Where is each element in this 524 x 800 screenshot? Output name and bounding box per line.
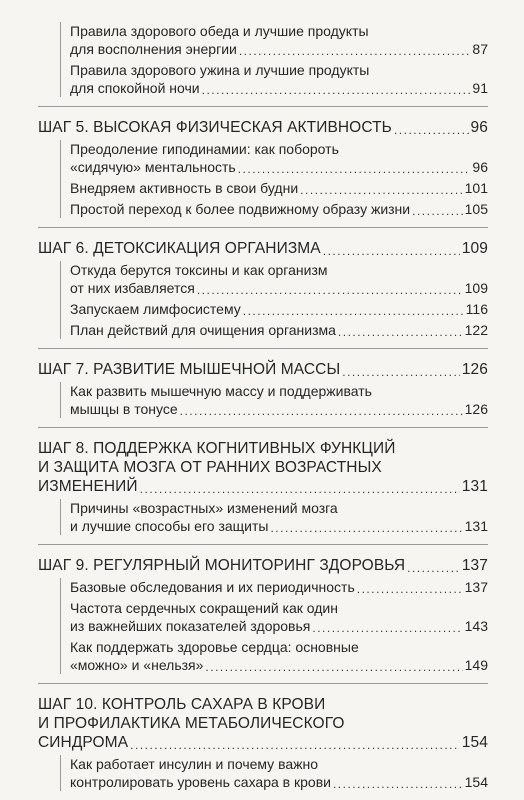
toc-entry[interactable] — [70, 300, 488, 318]
toc-entry[interactable] — [70, 321, 488, 339]
dot-leader — [243, 304, 464, 318]
chapter-title: СИНДРОМА — [38, 734, 129, 751]
toc-entry-line: Как поддержать здоровье сердца: основные — [70, 639, 359, 655]
dot-leader — [342, 365, 460, 379]
page-number: 101 — [464, 180, 488, 196]
toc-section — [38, 695, 488, 791]
dot-leader — [338, 325, 463, 339]
chapter-heading[interactable] — [38, 695, 488, 752]
chapter-title: ШАГ 5. ВЫСОКАЯ ФИЗИЧЕСКАЯ АКТИВНОСТЬ — [38, 119, 392, 136]
toc-entry-line: Правила здорового ужина и лучшие продукты — [70, 62, 370, 78]
chapter-title: ШАГ 6. ДЕТОКСИКАЦИЯ ОРГАНИЗМА — [38, 240, 321, 257]
toc-entry-line: Частота сердечных сокращений как один — [70, 600, 338, 616]
page-number: 126 — [464, 401, 488, 417]
toc-entry[interactable] — [70, 382, 488, 418]
toc-entry-line: Причины «возрастных» изменений мозга — [70, 500, 338, 516]
page-number: 91 — [472, 80, 488, 96]
toc-entries — [60, 140, 488, 218]
chapter-title-line: И ЗАЩИТА МОЗГА ОТ РАННИХ ВОЗРАСТНЫХ — [38, 459, 382, 476]
page-number: 137 — [464, 579, 488, 595]
section-divider — [38, 348, 488, 349]
page-number: 96 — [470, 119, 488, 136]
page-number: 143 — [464, 618, 488, 634]
page-number: 116 — [465, 301, 488, 317]
dot-leader — [197, 283, 463, 297]
toc-entry-title: мышцы в тонусе — [70, 401, 178, 417]
toc-section — [38, 439, 488, 535]
page-number: 154 — [464, 774, 488, 790]
toc-entry-title: «сидячую» ментальность — [70, 159, 236, 175]
toc-entry[interactable] — [70, 599, 488, 635]
toc-entry-title: из важнейших показателей здоровья — [70, 618, 311, 634]
dot-leader — [407, 561, 460, 575]
dot-leader — [312, 621, 462, 635]
chapter-heading[interactable] — [38, 439, 488, 496]
toc-entry-title: контролировать уровень сахара в крови — [70, 774, 331, 790]
toc-entry-title: План действий для очищения организма — [70, 322, 336, 338]
toc-section — [38, 556, 488, 674]
dot-leader — [205, 660, 462, 674]
page-number: 149 — [464, 657, 488, 673]
dot-leader — [300, 183, 462, 197]
toc-entry-line: Откуда берутся токсины и как организм — [70, 262, 328, 278]
toc-entry-title: Запускаем лимфосистему — [70, 301, 241, 317]
toc-entry-title: Простой переход к более подвижному образу жизни — [70, 201, 411, 217]
toc-entries — [60, 578, 488, 674]
toc-entries — [60, 499, 488, 535]
toc-entry-title: Внедряем активность в свои будни — [70, 180, 299, 196]
dot-leader — [239, 44, 471, 58]
chapter-title-line: ШАГ 10. КОНТРОЛЬ САХАРА В КРОВИ — [38, 696, 326, 713]
dot-leader — [130, 738, 460, 752]
page-number: 154 — [461, 734, 488, 751]
page-number: 122 — [464, 322, 488, 338]
dot-leader — [270, 521, 462, 535]
toc-entry-line: Как работает инсулин и почему важно — [70, 756, 319, 772]
toc-section — [38, 239, 488, 339]
dot-leader — [323, 244, 460, 258]
toc-entry-title: Базовые обследования и их периодичность — [70, 579, 355, 595]
page-number: 109 — [464, 280, 488, 296]
toc-entry[interactable] — [70, 578, 488, 596]
toc-entries — [60, 755, 488, 791]
toc-section — [38, 360, 488, 418]
chapter-title: ИЗМЕНЕНИЙ — [38, 478, 138, 495]
toc-entry-line: Правила здорового обеда и лучшие продукты — [70, 23, 369, 39]
chapter-heading[interactable] — [38, 360, 488, 379]
chapter-title: ШАГ 9. РЕГУЛЯРНЫЙ МОНИТОРИНГ ЗДОРОВЬЯ — [38, 557, 406, 574]
section-divider — [38, 427, 488, 428]
toc-entry-line: Преодоление гиподинамии: как побороть — [70, 141, 339, 157]
dot-leader — [412, 204, 463, 218]
chapter-title-line: ШАГ 8. ПОДДЕРЖКА КОГНИТИВНЫХ ФУНКЦИЙ — [38, 440, 396, 457]
dot-leader — [238, 162, 471, 176]
toc-entry[interactable] — [70, 200, 488, 218]
toc-entry[interactable] — [70, 638, 488, 674]
chapter-title-line: И ПРОФИЛАКТИКА МЕТАБОЛИЧЕСКОГО — [38, 715, 345, 732]
toc-entry[interactable] — [70, 755, 488, 791]
page-number: 131 — [464, 518, 488, 534]
section-divider — [38, 683, 488, 684]
page-number: 87 — [472, 41, 488, 57]
toc-entry[interactable] — [70, 22, 488, 58]
toc-entries — [60, 22, 488, 97]
dot-leader — [202, 83, 471, 97]
dot-leader — [140, 482, 460, 496]
page-number: 126 — [461, 361, 488, 378]
toc-entry-title: для спокойной ночи — [70, 80, 200, 96]
toc-entry-line: Как развить мышечную массу и поддерживать — [70, 383, 372, 399]
page-number: 131 — [461, 478, 488, 495]
toc-entry[interactable] — [70, 261, 488, 297]
toc-section — [38, 118, 488, 218]
toc-entry-title: для восполнения энергии — [70, 41, 237, 57]
dot-leader — [333, 777, 463, 791]
page-number: 96 — [472, 159, 488, 175]
chapter-heading[interactable] — [38, 118, 488, 137]
page-number: 137 — [461, 557, 488, 574]
chapter-heading[interactable] — [38, 556, 488, 575]
toc-entries — [60, 261, 488, 339]
toc-entry-title: и лучшие способы его защиты — [70, 518, 269, 534]
chapter-heading[interactable] — [38, 239, 488, 258]
toc-entry-title: от них избавляется — [70, 280, 195, 296]
dot-leader — [180, 404, 463, 418]
toc-section — [38, 22, 488, 97]
toc-entries — [60, 382, 488, 418]
section-divider — [38, 544, 488, 545]
dot-leader — [357, 582, 463, 596]
page-number: 105 — [464, 201, 488, 217]
toc-entry-title: «можно» и «нельзя» — [70, 657, 204, 673]
section-divider — [38, 106, 488, 107]
dot-leader — [394, 123, 469, 137]
toc-entry[interactable] — [70, 499, 488, 535]
toc-entry[interactable] — [70, 61, 488, 97]
chapter-title: ШАГ 7. РАЗВИТИЕ МЫШЕЧНОЙ МАССЫ — [38, 361, 341, 378]
section-divider — [38, 227, 488, 228]
toc-entry[interactable] — [70, 179, 488, 197]
toc-entry[interactable] — [70, 140, 488, 176]
page-number: 109 — [461, 240, 488, 257]
